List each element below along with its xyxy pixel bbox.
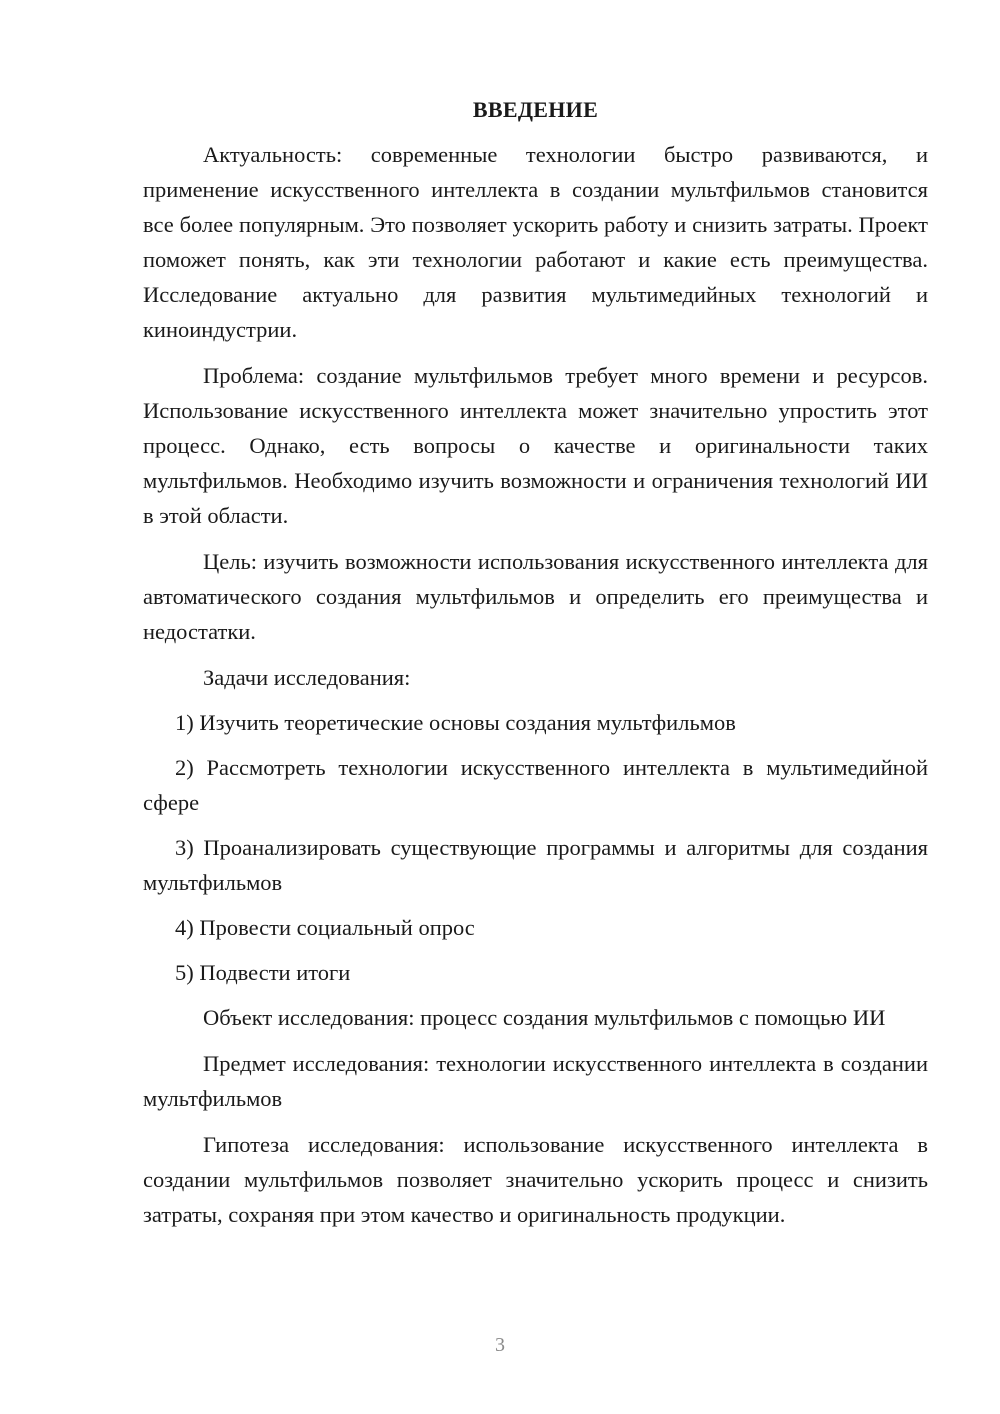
object-paragraph: Объект исследования: процесс создания мультфильмов с помощью ИИ	[203, 1005, 886, 1030]
tasks-heading: Задачи исследования:	[203, 665, 411, 690]
page-number: 3	[495, 1334, 505, 1356]
problem-paragraph: Проблема: создание мультфильмов требует много времени и ресурсов. Использование искусственного интеллекта может значительно упростить этот процесс. Однако, есть вопросы о качестве и оригинальности таких мультфильмов. Необходимо изучить возможности и ограничения технологий ИИ в этой области.	[143, 363, 928, 528]
document-page	[143, 95, 928, 1243]
goal-paragraph: Цель: изучить возможности использования искусственного интеллекта для автоматического создания мультфильмов и определить его преимущества и недостатки.	[143, 549, 928, 644]
task-item-3: 3) Проанализировать существующие программы и алгоритмы для создания мультфильмов	[143, 835, 928, 895]
relevance-paragraph: Актуальность: современные технологии быстро развиваются, и применение искусственного интеллекта в создании мультфильмов становится все более популярным. Это позволяет ускорить работу и снизить затраты. Проект поможет понять, как эти технологии работают и какие есть преимущества. Исследование актуально для развития мультимедийных технологий и киноиндустрии.	[143, 142, 928, 342]
task-item-2: 2) Рассмотреть технологии искусственного интеллекта в мультимедийной сфере	[143, 755, 928, 815]
task-item-4: 4) Провести социальный опрос	[175, 915, 475, 940]
section-title: ВВЕДЕНИЕ	[472, 97, 599, 122]
task-item-5: 5) Подвести итоги	[175, 960, 351, 985]
subject-paragraph: Предмет исследования: технологии искусственного интеллекта в создании мультфильмов	[143, 1051, 928, 1111]
task-item-1: 1) Изучить теоретические основы создания мультфильмов	[175, 710, 736, 735]
hypothesis-paragraph: Гипотеза исследования: использование искусственного интеллекта в создании мультфильмов позволяет значительно ускорить процесс и снизить затраты, сохраняя при этом качество и оригинальность продукции.	[143, 1132, 928, 1227]
